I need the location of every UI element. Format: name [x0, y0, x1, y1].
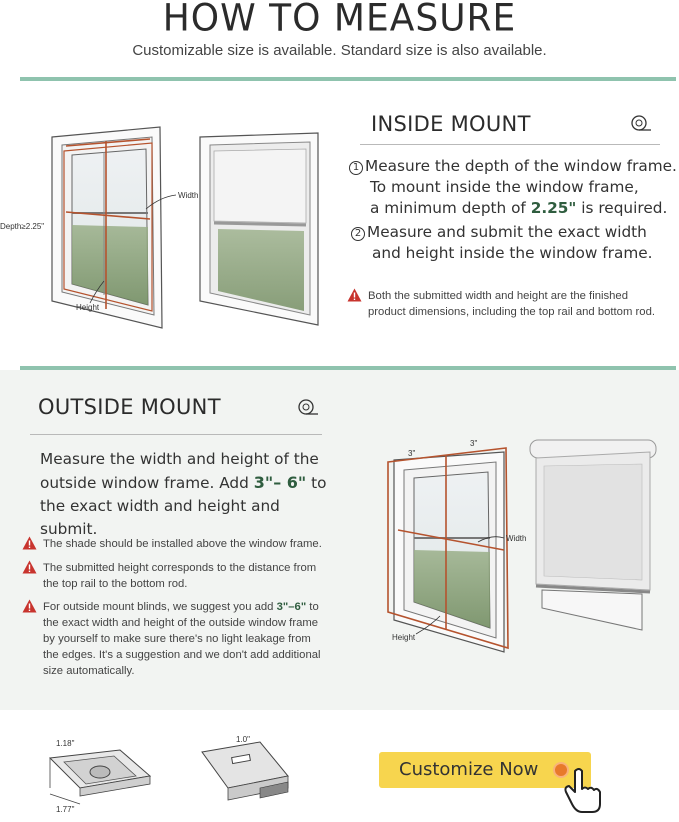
outside-warning-3-pre: For outside mount blinds, we suggest you add [43, 601, 277, 613]
inside-height-label: Height [76, 303, 100, 312]
inside-depth-label: Depth≥2.25" [0, 222, 45, 231]
outside-mark-left: 3" [408, 449, 416, 458]
step1-line1: Measure the depth of the window frame. [365, 157, 677, 175]
outside-warning-3-line2: the exact width and height of the outside window frame [43, 617, 319, 629]
outside-warning-3-line5: size automatically. [43, 665, 135, 677]
bracket-illustration-right [196, 730, 306, 810]
inside-warning-line1: Both the submitted width and height are the finished [368, 290, 628, 302]
outside-warning-3-post: to [306, 601, 319, 613]
outside-warning-3 [22, 599, 362, 679]
inside-step-2 [351, 222, 679, 264]
inside-warning-line2: product dimensions, including the top rail and bottom rod. [368, 306, 655, 318]
inside-warning [347, 288, 677, 320]
pointer-hand-icon [561, 765, 603, 813]
inside-mount-illustration [0, 115, 340, 340]
outside-warning-2-line1: The submitted height corresponds to the distance from [43, 562, 317, 574]
outside-line1: Measure the width and height of the [40, 450, 319, 468]
warning-icon [22, 599, 37, 613]
inside-title-underline [360, 144, 660, 145]
outside-window-shade [530, 440, 656, 630]
inside-step-1 [349, 156, 679, 219]
step1-line3-pre: a minimum depth of [370, 199, 531, 217]
outside-warning-3-value: 3"–6" [276, 601, 307, 613]
inside-mount-title: INSIDE MOUNT [371, 112, 531, 136]
outside-warning-2 [22, 560, 352, 592]
outside-width-label: Width [506, 534, 527, 543]
warning-icon [22, 560, 37, 574]
outside-window-frame [394, 452, 504, 652]
outside-line3: the exact width and height and submit. [40, 497, 280, 538]
bracket-left-dim1: 1.18" [56, 739, 75, 748]
outside-line2-pre: outside window frame. Add [40, 474, 254, 492]
outside-warning-3-line3: by yourself to make sure there's no light leakage from [43, 633, 311, 645]
outside-extra-value: 3"– 6" [253, 473, 307, 492]
outside-mark-right: 3" [470, 439, 478, 448]
step2-line1: Measure and submit the exact width [367, 223, 647, 241]
page-title: HOW TO MEASURE [162, 0, 517, 41]
outside-warning-3-line4: the edges. It's a suggestion and we don't add additional [43, 649, 321, 661]
outside-mount-illustration [380, 430, 679, 655]
outside-height-label: Height [392, 633, 416, 642]
inside-window-frame [52, 127, 162, 328]
bracket-right-dim1: 1.0" [236, 735, 250, 744]
bracket-left-dim2: 1.77" [56, 805, 75, 814]
outside-warning-1 [22, 536, 352, 552]
outside-warning-2-line2: the top rail to the bottom rod. [43, 578, 188, 590]
bracket-illustration-left [40, 728, 160, 818]
step2-line2: and height inside the window frame. [372, 244, 653, 262]
outside-mount-title: OUTSIDE MOUNT [38, 395, 221, 419]
warning-icon [347, 288, 362, 302]
inside-window-shade [200, 133, 318, 325]
outside-warning-1-line1: The shade should be installed above the window frame. [43, 538, 322, 550]
step-number: 2 [351, 227, 365, 241]
tape-measure-icon [297, 398, 319, 416]
inside-width-label: Width [178, 191, 199, 200]
warning-icon [22, 536, 37, 550]
tape-measure-icon [630, 114, 652, 132]
customize-now-label[interactable]: Customize Now [399, 759, 539, 780]
page-subtitle: Customizable size is available. Standard size is also available. [132, 42, 547, 59]
step1-line2: To mount inside the window frame, [370, 178, 639, 196]
min-depth-value: 2.25" [530, 199, 577, 217]
step1-line3-post: is required. [576, 199, 668, 217]
outside-line2-post: to [306, 474, 327, 492]
outside-mount-instructions [40, 448, 340, 541]
customize-now-button[interactable] [379, 752, 591, 788]
step-number: 1 [349, 161, 363, 175]
divider-top [20, 77, 676, 81]
outside-title-underline [30, 434, 322, 435]
